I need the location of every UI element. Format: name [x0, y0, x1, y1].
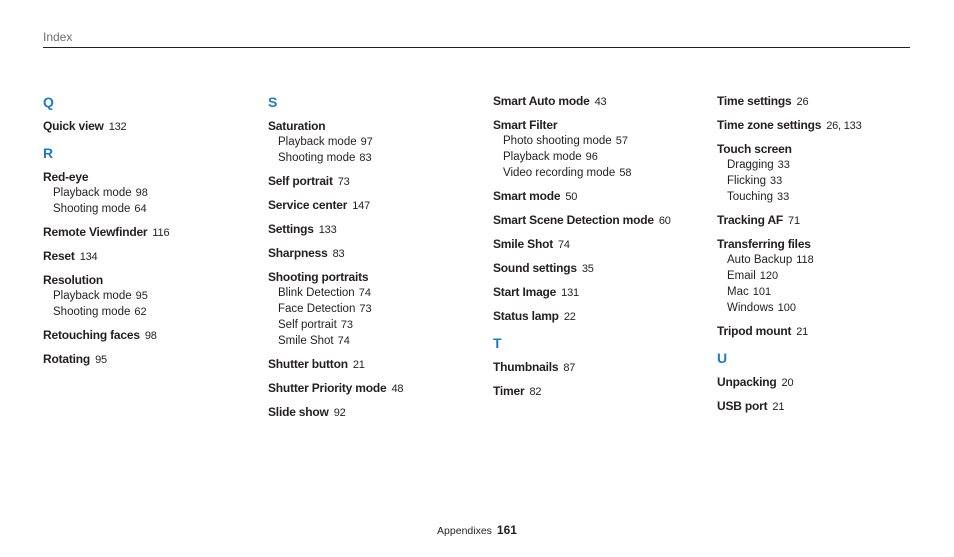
index-term: Smile Shot: [493, 237, 554, 251]
index-section: [717, 349, 932, 415]
index-subentry: [268, 150, 483, 166]
page-reference[interactable]: 82: [529, 386, 542, 398]
subentry-term: Shooting mode: [53, 306, 131, 318]
page-reference[interactable]: 92: [333, 407, 346, 419]
page-reference[interactable]: 83: [332, 248, 345, 260]
index-entry: [717, 93, 932, 110]
page-reference[interactable]: 21: [796, 326, 809, 338]
page-reference[interactable]: 95: [95, 354, 107, 366]
index-term: Sharpness: [268, 246, 328, 260]
subentry-term: Touching: [727, 191, 774, 203]
index-term: Reset: [43, 249, 75, 263]
index-entry: [717, 212, 932, 229]
index-term: Smart mode: [493, 189, 561, 203]
index-subentry: [717, 157, 932, 173]
index-term: Smart Scene Detection mode: [493, 213, 654, 227]
page-reference[interactable]: 95: [135, 290, 148, 302]
index-column-3: [493, 93, 708, 407]
index-term: Remote Viewfinder: [43, 225, 148, 239]
page-reference[interactable]: 26, 133: [826, 120, 862, 132]
index-term: Smart Filter: [493, 118, 558, 132]
page-reference[interactable]: 101: [752, 286, 772, 298]
subentry-term: Playback mode: [53, 290, 132, 302]
page-reference[interactable]: 147: [352, 200, 371, 212]
subentry-term: Face Detection: [278, 303, 356, 315]
index-term: Unpacking: [717, 375, 777, 389]
index-entry: [268, 356, 483, 373]
index-section: [493, 93, 708, 325]
subentry-term: Shooting mode: [53, 203, 131, 215]
index-subentry: [717, 268, 932, 284]
page-reference[interactable]: 74: [337, 335, 350, 347]
index-entry: [717, 117, 932, 134]
index-entry: [717, 141, 932, 205]
index-entry: [493, 236, 708, 253]
page-reference[interactable]: 62: [134, 306, 147, 318]
index-subentry: [268, 317, 483, 333]
page-reference[interactable]: 73: [340, 319, 354, 331]
index-subentry: [43, 304, 258, 320]
footer-section-label: Appendixes: [437, 525, 492, 537]
index-term: Time settings: [717, 94, 792, 108]
index-term: Settings: [268, 222, 314, 236]
index-term: Slide show: [268, 405, 329, 419]
index-term: USB port: [717, 399, 768, 413]
subentry-term: Windows: [727, 302, 774, 314]
subentry-term: Email: [727, 270, 756, 282]
subentry-term: Dragging: [727, 159, 774, 171]
page-reference[interactable]: 48: [391, 383, 404, 395]
page-reference[interactable]: 71: [788, 215, 800, 227]
index-entry: [43, 169, 258, 217]
page-reference[interactable]: 120: [759, 270, 779, 282]
page-reference[interactable]: 57: [615, 135, 628, 147]
index-entry: [493, 308, 708, 325]
index-section: [43, 144, 258, 368]
subentry-term: Playback mode: [278, 136, 357, 148]
subentry-term: Self portrait: [278, 319, 337, 331]
index-entry: [268, 404, 483, 421]
page-reference[interactable]: 131: [561, 287, 579, 299]
page-reference[interactable]: 133: [318, 224, 337, 236]
index-entry: [43, 118, 258, 135]
index-section: [717, 93, 932, 340]
index-term: Resolution: [43, 273, 103, 287]
page-reference[interactable]: 64: [134, 203, 147, 215]
index-section: [493, 334, 708, 400]
index-entry: [43, 272, 258, 320]
index-entry: [268, 269, 483, 349]
index-term: Touch screen: [717, 142, 792, 156]
page-reference[interactable]: 83: [359, 152, 372, 164]
page-reference[interactable]: 21: [352, 359, 365, 371]
page-reference[interactable]: 43: [594, 96, 607, 108]
index-entry: [493, 383, 708, 400]
index-entry: [43, 351, 258, 368]
index-subentry: [717, 252, 932, 268]
index-entry: [493, 188, 708, 205]
page-reference[interactable]: 21: [772, 401, 785, 413]
index-subentry: [493, 133, 708, 149]
index-section: [43, 93, 258, 135]
page-reference[interactable]: 134: [79, 251, 98, 263]
page-reference[interactable]: 33: [777, 191, 790, 203]
section-letter: S: [268, 94, 278, 110]
page-reference[interactable]: 20: [781, 377, 794, 389]
index-entry: [493, 117, 708, 181]
index-subentry: [268, 285, 483, 301]
page-reference[interactable]: 132: [108, 121, 127, 133]
subentry-term: Blink Detection: [278, 287, 355, 299]
index-entry: [43, 248, 258, 265]
index-subentry: [268, 333, 483, 349]
subentry-term: Photo shooting mode: [503, 135, 612, 147]
page-reference[interactable]: 26: [796, 96, 809, 108]
page-reference[interactable]: 87: [563, 362, 576, 374]
subentry-term: Mac: [727, 286, 749, 298]
page-reference[interactable]: 50: [565, 191, 578, 203]
index-subentry: [268, 301, 483, 317]
page-reference[interactable]: 98: [144, 330, 157, 342]
index-term: Shutter Priority mode: [268, 381, 387, 395]
index-entry: [268, 118, 483, 166]
page-reference[interactable]: 22: [563, 311, 576, 323]
index-entry: [717, 323, 932, 340]
index-entry: [43, 224, 258, 241]
page-reference[interactable]: 33: [777, 159, 790, 171]
index-term: Timer: [493, 384, 525, 398]
index-term: Transferring files: [717, 237, 811, 251]
index-entry: [717, 236, 932, 316]
index-section: [268, 93, 483, 421]
subentry-term: Shooting mode: [278, 152, 356, 164]
index-entry: [717, 398, 932, 415]
index-entry: [493, 359, 708, 376]
index-entry: [493, 93, 708, 110]
subentry-term: Video recording mode: [503, 167, 616, 179]
index-subentry: [493, 149, 708, 165]
index-term: Rotating: [43, 352, 91, 366]
page-reference[interactable]: 118: [796, 254, 814, 266]
index-term: Red-eye: [43, 170, 89, 184]
index-term: Saturation: [268, 119, 326, 133]
page-reference[interactable]: 98: [135, 187, 148, 199]
page-reference[interactable]: 74: [358, 287, 371, 299]
index-term: Tripod mount: [717, 324, 792, 338]
index-term: Smart Auto mode: [493, 94, 590, 108]
index-entry: [493, 212, 708, 229]
page-reference[interactable]: 96: [585, 151, 598, 163]
subentry-term: Smile Shot: [278, 335, 334, 347]
index-entry: [493, 260, 708, 277]
index-term: Tracking AF: [717, 213, 784, 227]
index-subentry: [717, 300, 932, 316]
section-letter: T: [493, 335, 502, 351]
page-reference[interactable]: 74: [558, 239, 570, 251]
index-term: Time zone settings: [717, 118, 822, 132]
subentry-term: Auto Backup: [727, 254, 793, 266]
index-column-4: [717, 93, 932, 422]
page-footer: [0, 523, 954, 537]
page-reference[interactable]: 73: [337, 176, 350, 188]
page-header-label: Index: [43, 30, 73, 44]
index-term: Start Image: [493, 285, 557, 299]
index-entry: [268, 173, 483, 190]
section-letter: Q: [43, 94, 54, 110]
page-reference[interactable]: 97: [360, 136, 373, 148]
index-column-2: [268, 93, 483, 428]
index-entry: [268, 197, 483, 214]
index-entry: [268, 245, 483, 262]
index-entry: [717, 374, 932, 391]
index-subentry: [717, 173, 932, 189]
index-column-1: [43, 93, 258, 375]
index-subentry: [43, 201, 258, 217]
page-reference[interactable]: 35: [581, 263, 594, 275]
index-term: Sound settings: [493, 261, 577, 275]
subentry-term: Playback mode: [503, 151, 582, 163]
index-term: Shooting portraits: [268, 270, 369, 284]
index-entry: [43, 327, 258, 344]
index-entry: [268, 380, 483, 397]
subentry-term: Playback mode: [53, 187, 132, 199]
page-reference[interactable]: 33: [769, 175, 783, 187]
page-reference[interactable]: 116: [152, 227, 170, 239]
index-subentry: [268, 134, 483, 150]
header-divider: [43, 47, 910, 48]
index-subentry: [717, 284, 932, 300]
index-entry: [493, 284, 708, 301]
index-term: Self portrait: [268, 174, 333, 188]
index-entry: [268, 221, 483, 238]
index-subentry: [717, 189, 932, 205]
index-term: Status lamp: [493, 309, 559, 323]
index-term: Service center: [268, 198, 348, 212]
index-subentry: [43, 288, 258, 304]
page-reference[interactable]: 73: [359, 303, 372, 315]
page-reference[interactable]: 60: [658, 215, 671, 227]
page-reference[interactable]: 100: [777, 302, 797, 314]
index-term: Retouching faces: [43, 328, 140, 342]
page-number: 161: [496, 523, 517, 537]
index-subentry: [43, 185, 258, 201]
index-term: Quick view: [43, 119, 104, 133]
subentry-term: Flicking: [727, 175, 766, 187]
index-term: Thumbnails: [493, 360, 559, 374]
page-reference[interactable]: 58: [619, 167, 632, 179]
section-letter: R: [43, 145, 54, 161]
index-term: Shutter button: [268, 357, 348, 371]
section-letter: U: [717, 350, 728, 366]
index-subentry: [493, 165, 708, 181]
